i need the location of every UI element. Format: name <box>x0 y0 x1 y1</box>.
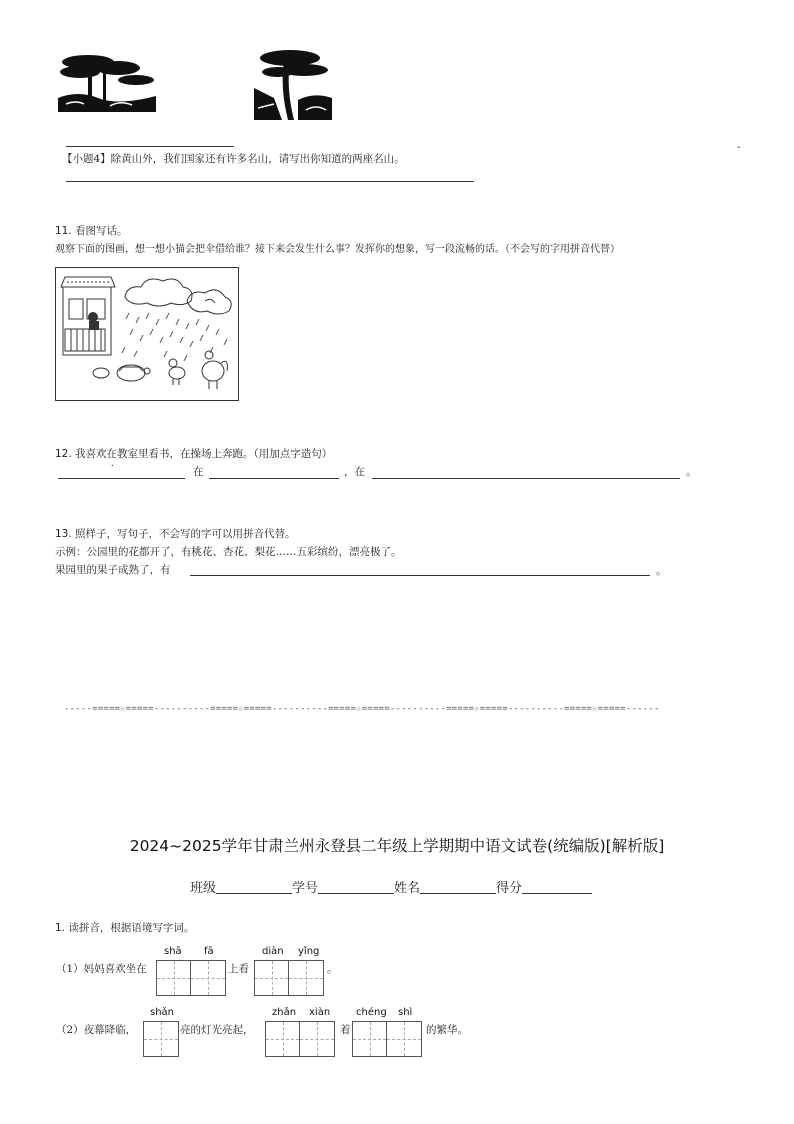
q12-end: 。 <box>686 466 697 478</box>
pine-tree-image-left <box>58 50 156 112</box>
q13-end: 。 <box>656 565 667 577</box>
pinyin-ying: yǐng <box>298 946 320 957</box>
pinyin-cheng: chéng <box>356 1007 387 1018</box>
q1-s1-end: 。 <box>327 963 338 975</box>
q13-heading <box>55 527 296 541</box>
q11-instruction: 观察下面的图画，想一想小猫会把伞借给谁？接下来会发生什么事？发挥你的想象，写一段流畅的话。（不会写的字用拼音代替） <box>55 244 620 255</box>
char-cell[interactable] <box>144 1022 178 1056</box>
q13-blank[interactable] <box>190 575 650 576</box>
q1-title: 读拼音，根据语境写字词。 <box>68 922 195 934</box>
char-cell[interactable] <box>300 1022 334 1056</box>
name-field[interactable] <box>420 881 496 894</box>
answer-line-prev[interactable] <box>66 146 234 147</box>
score-label: 得分 <box>496 881 523 896</box>
char-cell[interactable] <box>353 1022 387 1056</box>
q1-s2-mid1: 亮的灯光亮起， <box>180 1024 254 1036</box>
q1-s2-end: 的繁华。 <box>426 1024 468 1036</box>
dash-mark: - <box>737 141 741 153</box>
q1-s2-pre: （2）夜幕降临， <box>56 1024 137 1036</box>
student-info-row <box>190 877 592 896</box>
char-grid-chengshi[interactable] <box>352 1021 422 1057</box>
q1-number: 1. <box>55 922 66 934</box>
q11-heading <box>55 224 128 238</box>
char-cell[interactable] <box>387 1022 421 1056</box>
pinyin-shi: shì <box>398 1007 413 1018</box>
pinyin-dian: diàn <box>262 946 284 957</box>
char-cell[interactable] <box>191 961 225 995</box>
q1-s2-mid2: 着 <box>340 1024 351 1036</box>
student-id-field[interactable] <box>318 881 394 894</box>
class-label: 班级 <box>190 881 217 896</box>
exam-title: 2024~2025学年甘肃兰州永登县二年级上学期期中语文试卷(统编版)[解析版] <box>129 837 665 855</box>
student-id-label: 学号 <box>292 881 319 896</box>
sub-question-4: 【小题4】除黄山外，我们国家还有许多名山，请写出你知道的两座名山。 <box>62 153 405 165</box>
q12-zai: 在 <box>193 466 204 478</box>
pine-tree-image-right <box>254 48 332 120</box>
char-grid-dianying[interactable] <box>254 960 324 996</box>
q12-blank-3[interactable] <box>372 478 680 479</box>
char-cell[interactable] <box>266 1022 300 1056</box>
q12-blank-2[interactable] <box>209 478 339 479</box>
q13-prompt: 果园里的果子成熟了，有 <box>55 564 171 576</box>
q12-dotted-char: 在 <box>106 448 118 460</box>
class-field[interactable] <box>216 881 292 894</box>
pinyin-sha: shā <box>164 946 182 957</box>
q1-s1-mid: 上看 <box>228 963 249 975</box>
q13-title: 照样子，写句子，不会写的字可以用拼音代替。 <box>75 528 296 540</box>
q12-number: 12. <box>55 448 72 460</box>
pinyin-fa: fā <box>204 946 214 957</box>
cat-umbrella-picture <box>55 267 239 401</box>
q13-number: 13. <box>55 528 72 540</box>
q12-text-before: 我喜欢 <box>75 448 107 460</box>
char-cell[interactable] <box>255 961 289 995</box>
pinyin-zhan: zhǎn <box>272 1007 297 1018</box>
q11-title: 看图写话。 <box>75 225 128 237</box>
q1-heading <box>55 921 194 935</box>
char-cell[interactable] <box>157 961 191 995</box>
name-label: 姓名 <box>394 881 421 896</box>
answer-line-sub4[interactable] <box>66 181 474 182</box>
q11-number: 11. <box>55 225 72 237</box>
q12-heading <box>55 447 332 461</box>
q1-s1-pre: （1）妈妈喜欢坐在 <box>56 963 147 975</box>
q12-blank-1[interactable] <box>58 478 185 479</box>
char-grid-shan[interactable] <box>143 1021 179 1057</box>
pinyin-shan: shǎn <box>150 1007 175 1018</box>
section-divider: -----=====☆=====----------=====☆=====----------=====☆=====----------=====☆=====----------=====☆=====------ <box>64 704 660 714</box>
pinyin-xian: xiàn <box>309 1007 331 1018</box>
q12-text-after: 教室里看书，在操场上奔跑。（用加点字造句） <box>117 448 333 460</box>
char-grid-zhanxian[interactable] <box>265 1021 335 1057</box>
char-grid-shafa[interactable] <box>156 960 226 996</box>
q12-comma-zai: ，在 <box>344 466 365 478</box>
char-cell[interactable] <box>289 961 323 995</box>
score-field[interactable] <box>522 881 592 894</box>
q13-example: 示例：公园里的花都开了，有桃花、杏花、梨花……五彩缤纷，漂亮极了。 <box>55 546 402 558</box>
